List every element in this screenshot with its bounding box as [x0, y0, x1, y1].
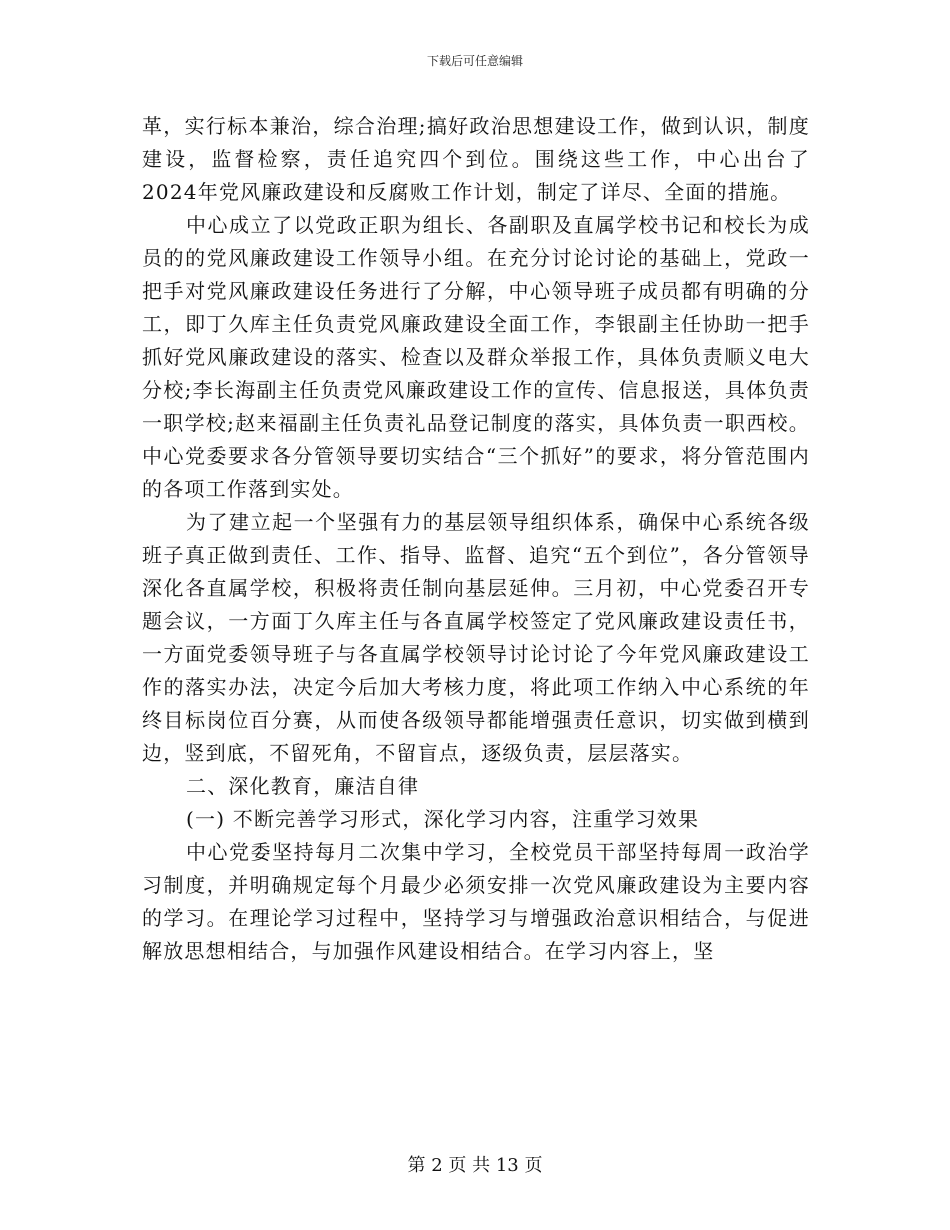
paragraph-study: 中心党委坚持每月二次集中学习，全校党员干部坚持每周一政治学习制度，并明确规定每个月最少必须安排一次党风廉政建设为主要内容的学习。在理论学习过程中，坚持学习与增强政治意识相结合，与促进解放思想相结合，与加强作风建设相结合。在学习内容上，坚 — [142, 840, 810, 963]
section-heading: 二、深化教育，廉洁自律 — [186, 774, 420, 798]
paragraph-leadership-group: 中心成立了以党政正职为组长、各副职及直属学校书记和校长为成员的的党风廉政建设工作领导小组。在充分讨论讨论的基础上，党政一把手对党风廉政建设任务进行了分解，中心领导班子成员都有明确的分工，即丁久库主任负责党风廉政建设全面工作，李银副主任协助一把手抓好党风廉政建设的落实、检查以及群众举报工作，具体负责顺义电大分校;李长海副主任负责党风廉政建设工作的宣传、信息报送，具体负责一职学校;赵来福副主任负责礼品登记制度的落实，具体负责一职西校。中心党委要求各分管领导要切实结合“三个抓好”的要求，将分管范围内的各项工作落到实处。 — [142, 213, 810, 501]
document-body — [142, 110, 810, 968]
subsection-heading: (一) 不断完善学习形式，深化学习内容，注重学习效果 — [186, 807, 700, 831]
paragraph-continuation: 革，实行标本兼治，综合治理;搞好政治思想建设工作，做到认识，制度建设，监督检察，责任追究四个到位。围绕这些工作，中心出台了2024年党风廉政建设和反腐败工作计划，制定了详尽、全面的措施。 — [142, 114, 810, 204]
paragraph-organization-system: 为了建立起一个坚强有力的基层领导组织体系，确保中心系统各级班子真正做到责任、工作、指导、监督、追究“五个到位”，各分管领导深化各直属学校，积极将责任制向基层延伸。三月初，中心党委召开专题会议，一方面丁久库主任与各直属学校签定了党风廉政建设责任书，一方面党委领导班子与各直属学校领导讨论讨论了今年党风廉政建设工作的落实办法，决定今后加大考核力度，将此项工作纳入中心系统的年终目标岗位百分赛，从而使各级领导都能增强责任意识，切实做到横到边，竖到底，不留死角，不留盲点，逐级负责，层层落实。 — [142, 510, 810, 765]
page-footer: 第 2 页 共 13 页 — [407, 1155, 543, 1176]
page-header: 下载后可任意编辑 — [426, 54, 523, 68]
